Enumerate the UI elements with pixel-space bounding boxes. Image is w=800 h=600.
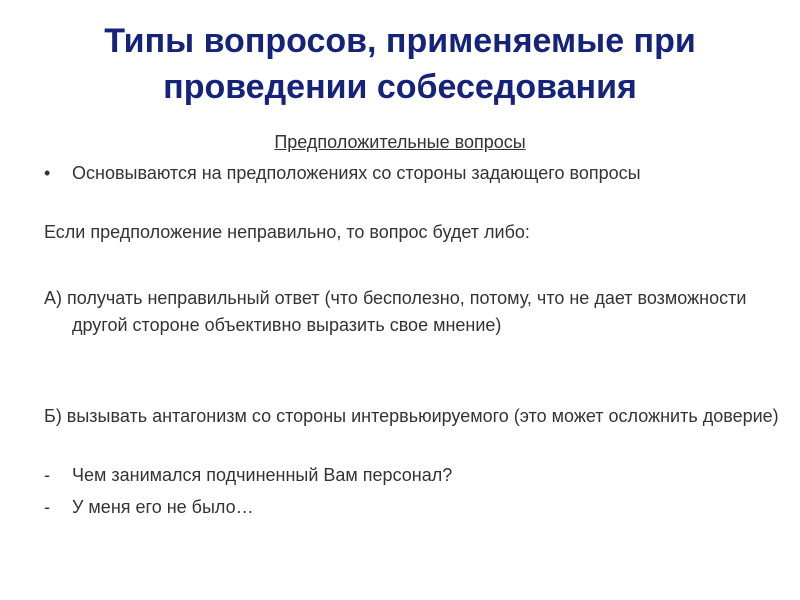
option-a-text: А) получать неправильный ответ (что бесполезно, потому, что не дает возможности другой стороне объективно выразить свое мнение) (44, 288, 747, 335)
dash-marker: - (44, 497, 50, 517)
bullet-text: Основываются на предположениях со стороны задающего вопросы (72, 163, 641, 183)
intro-text: Если предположение неправильно, то вопрос будет либо: (44, 222, 530, 242)
dialogue-line (44, 494, 764, 521)
dialogue-answer: У меня его не было… (72, 497, 254, 517)
dialogue-question: Чем занимался подчиненный Вам персонал? (72, 465, 453, 485)
bullet-item (44, 160, 764, 187)
dash-marker: - (44, 465, 50, 485)
section-subtitle: Предположительные вопросы (274, 132, 526, 152)
slide-title: Типы вопросов, применяемые при проведении собеседования (104, 22, 696, 106)
option-b-text: Б) вызывать антагонизм со стороны интервьюируемого (это может осложнить доверие) (44, 406, 779, 426)
bullet-marker: • (44, 163, 51, 183)
dialogue-line (44, 462, 764, 489)
